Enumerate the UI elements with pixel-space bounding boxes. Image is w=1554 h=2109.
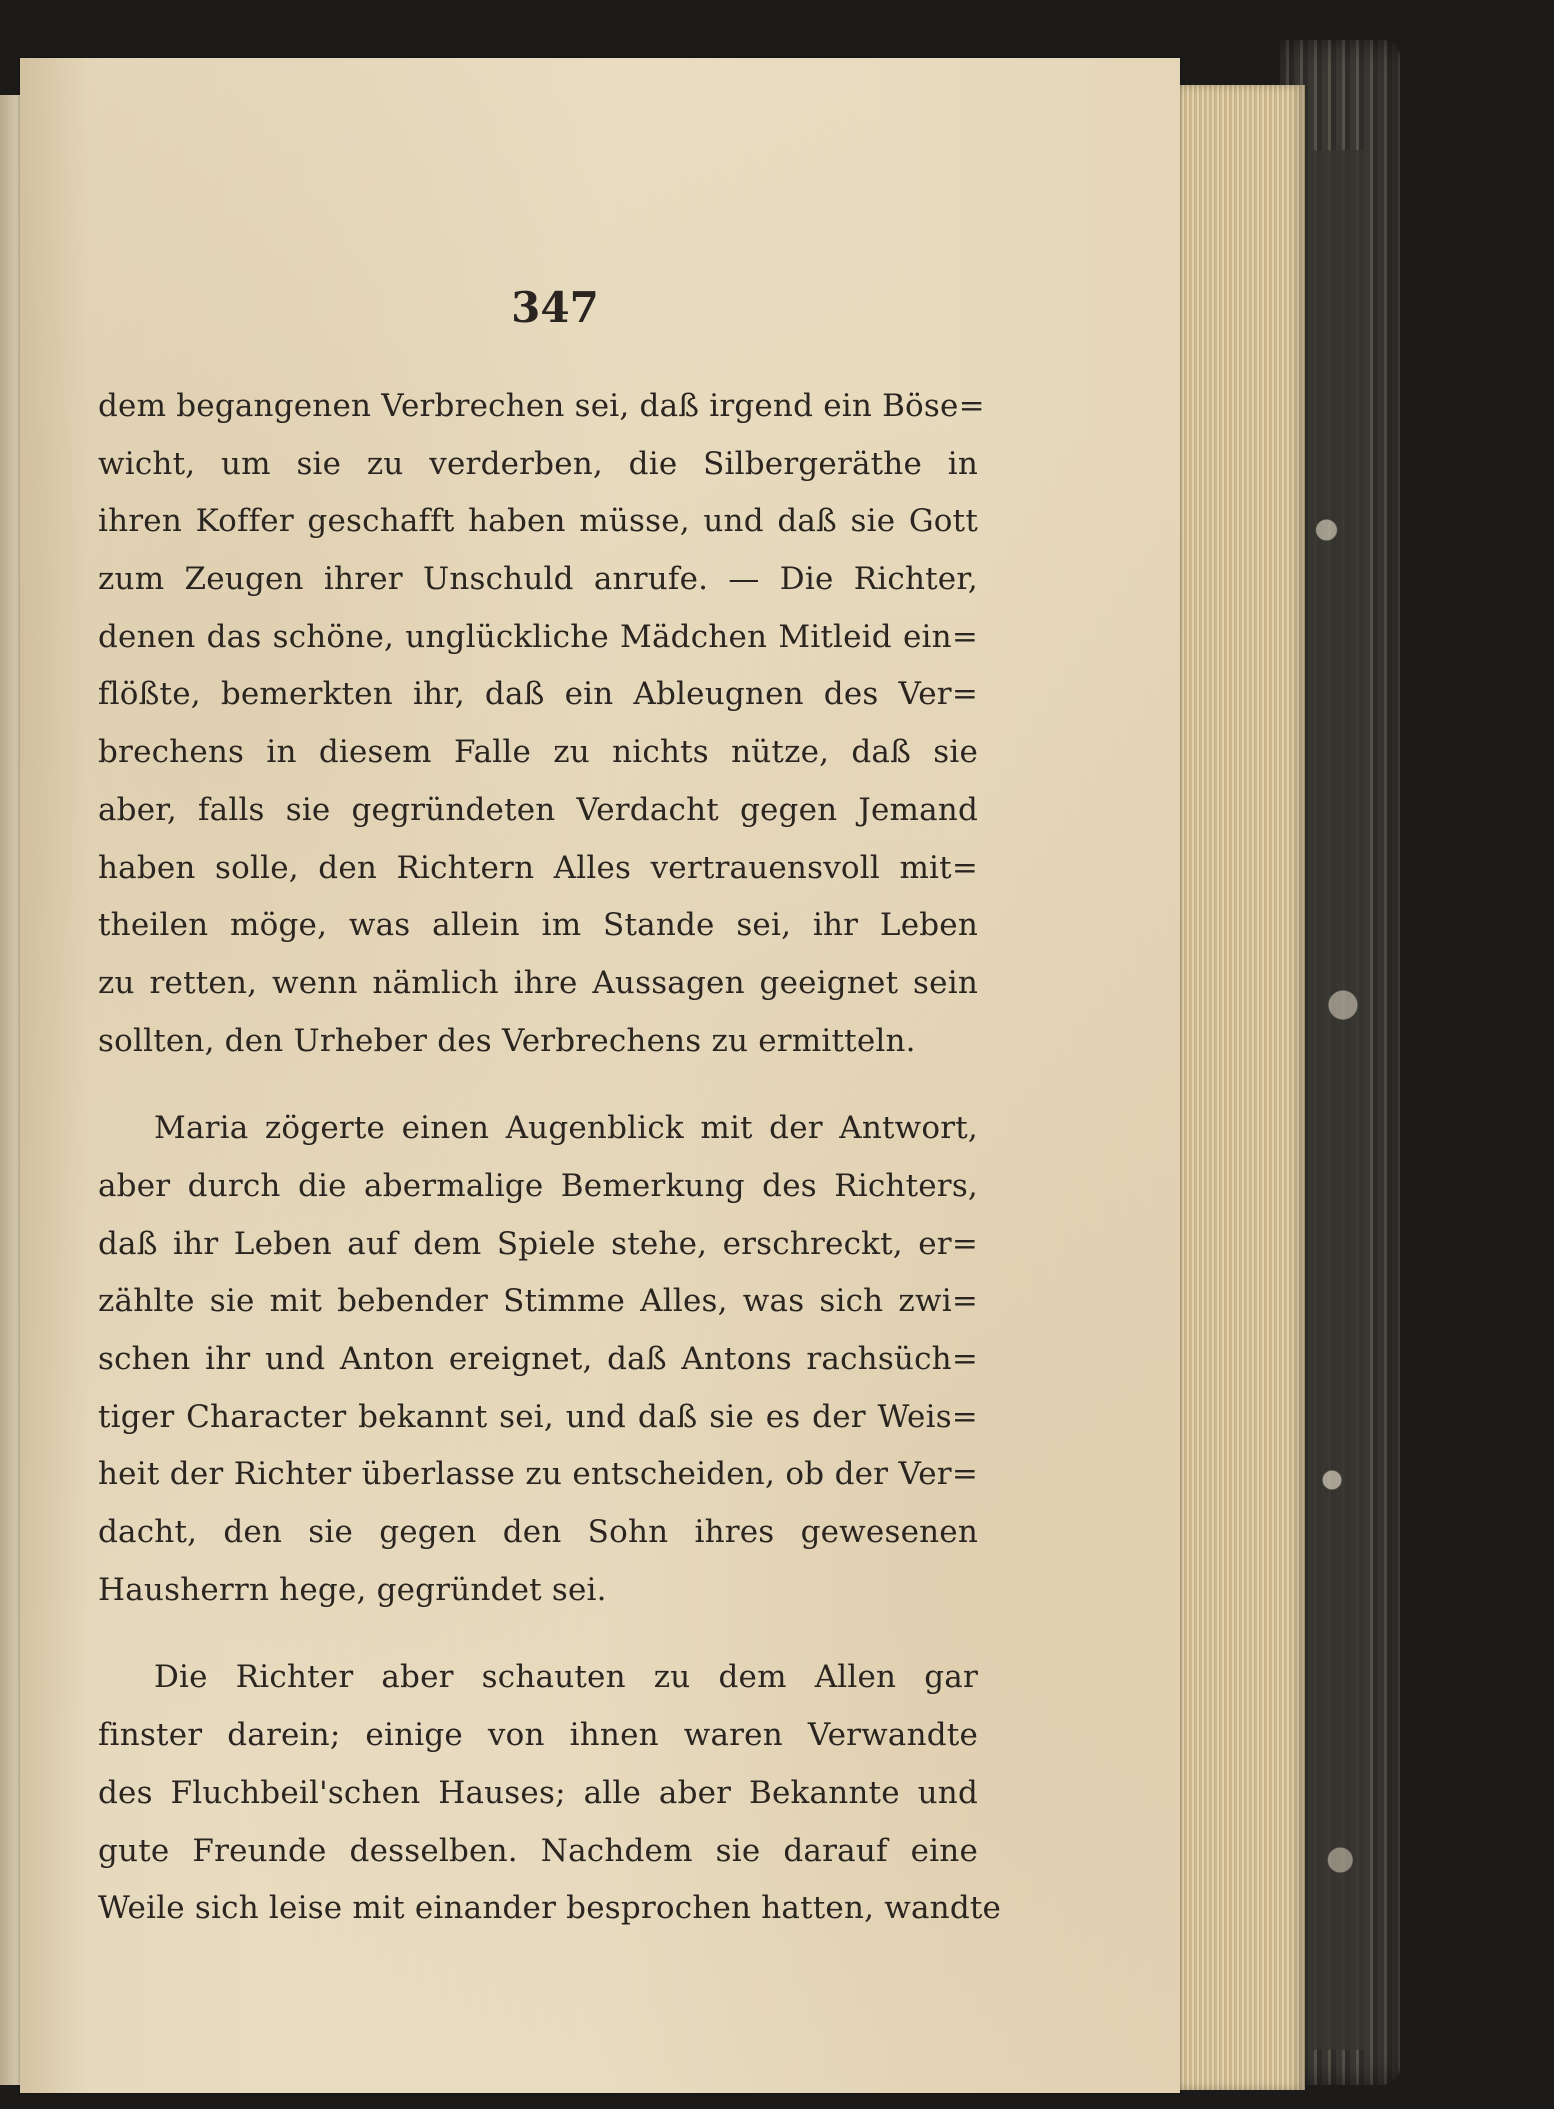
- text-line: dacht, den sie gegen den Sohn ihres gewesenen: [98, 1514, 978, 1551]
- paragraph: [98, 1649, 1002, 1937]
- text-line: ihren Koffer geschafft haben müsse, und daß sie Gott: [98, 503, 978, 540]
- text-line: Maria zögerte einen Augenblick mit der Antwort,: [154, 1110, 978, 1147]
- text-line: haben solle, den Richtern Alles vertrauensvoll mit=: [98, 849, 978, 886]
- text-line: sollten, den Urheber des Verbrechens zu ermitteln.: [98, 1022, 916, 1059]
- text-line: Die Richter aber schauten zu dem Allen gar: [154, 1659, 978, 1696]
- text-line: heit der Richter überlasse zu entscheiden, ob der Ver=: [98, 1456, 978, 1493]
- text-line: tiger Character bekannt sei, und daß sie es der Weis=: [98, 1398, 978, 1435]
- text-line: schen ihr und Anton ereignet, daß Antons rachsüch=: [98, 1341, 978, 1377]
- text-line: wicht, um sie zu verderben, die Silbergeräthe in: [98, 445, 978, 482]
- text-line: finster darein; einige von ihnen waren Verwandte: [98, 1717, 978, 1754]
- text-line: aber, falls sie gegründeten Verdacht gegen Jemand: [98, 791, 978, 828]
- text-line: denen das schöne, unglückliche Mädchen Mitleid ein=: [98, 618, 978, 655]
- left-page-edge: [0, 95, 20, 2085]
- book-page: [20, 58, 1180, 2093]
- paragraph: [98, 1100, 978, 1619]
- text-line: zu retten, wenn nämlich ihre Aussagen geeignet sein: [98, 964, 978, 1001]
- text-line: brechens in diesem Falle zu nichts nütze, daß sie: [98, 734, 978, 771]
- paragraph: [98, 378, 985, 1070]
- text-line: dem begangenen Verbrechen sei, daß irgend ein Böse=: [98, 388, 985, 424]
- cover-marbling: [1310, 150, 1365, 2050]
- page-number: 347: [511, 283, 599, 332]
- text-line: des Fluchbeil'schen Hauses; alle aber Bekannte und: [98, 1774, 978, 1811]
- text-line: Hausherrn hege, gegründet sei.: [98, 1571, 607, 1608]
- text-line: Weile sich leise mit einander besprochen hatten, wandte: [98, 1890, 1002, 1927]
- text-line: zählte sie mit bebender Stimme Alles, was sich zwi=: [98, 1283, 978, 1320]
- text-line: zum Zeugen ihrer Unschuld anrufe. — Die Richter,: [98, 561, 978, 598]
- text-line: aber durch die abermalige Bemerkung des Richters,: [98, 1167, 978, 1204]
- text-line: theilen möge, was allein im Stande sei, ihr Leben: [98, 907, 978, 944]
- text-line: daß ihr Leben auf dem Spiele stehe, erschreckt, er=: [98, 1225, 978, 1262]
- text-line: flößte, bemerkten ihr, daß ein Ableugnen des Ver=: [98, 676, 978, 713]
- page-fore-edge: [1170, 85, 1305, 2090]
- text-line: gute Freunde desselben. Nachdem sie darauf eine: [98, 1832, 978, 1869]
- page-text: [98, 378, 1002, 1938]
